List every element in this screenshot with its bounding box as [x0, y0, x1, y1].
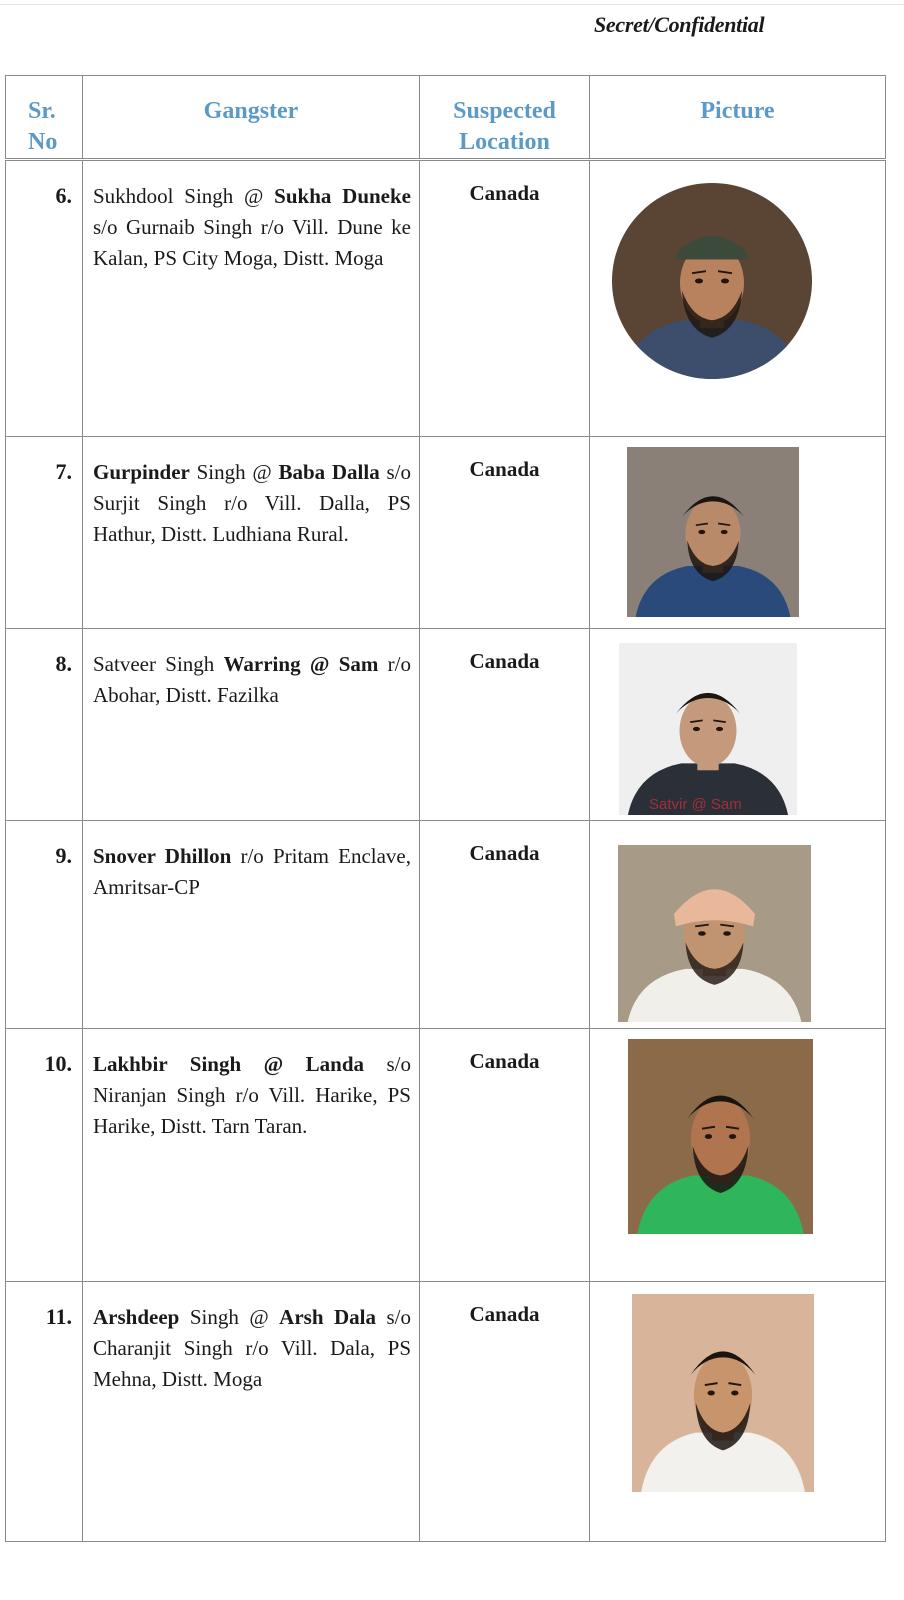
suspect-photo — [612, 183, 812, 379]
table-row — [6, 437, 886, 629]
suspect-photo — [632, 1294, 814, 1492]
gangster-name-bold: Snover Dhillon — [93, 844, 232, 868]
suspect-photo — [628, 1039, 813, 1234]
suspect-photo — [627, 447, 799, 617]
row-gangster-details — [83, 160, 420, 437]
header-sr-no: Sr. No — [6, 76, 83, 160]
row-sr-number: 8. — [6, 629, 83, 821]
header-suspected-location: Suspected Location — [420, 76, 590, 160]
row-suspected-location: Canada — [420, 821, 590, 1029]
gangster-detail-text: s/o Gurnaib Singh r/o Vill. Dune ke Kalan, PS City Moga, Distt. Moga — [93, 215, 411, 270]
suspect-photo — [619, 643, 797, 815]
table-row — [6, 160, 886, 437]
table-row — [6, 1282, 886, 1542]
row-suspected-location: Canada — [420, 629, 590, 821]
row-gangster-details — [83, 821, 420, 1029]
gangster-detail-text: Sukhdool Singh @ — [93, 184, 275, 208]
table-row — [6, 1029, 886, 1282]
gangster-table — [5, 75, 886, 1542]
portrait-drawing — [632, 1294, 814, 1492]
gangster-name-bold: Lakhbir Singh @ Landa — [93, 1052, 365, 1076]
row-sr-number: 10. — [6, 1029, 83, 1282]
portrait-drawing — [627, 447, 799, 617]
gangster-name-bold: Gurpinder — [93, 460, 190, 484]
portrait-drawing — [612, 183, 812, 379]
gangster-detail-text: s/o Charanjit Singh r/o Vill. Dala, PS Mehna, Distt. Moga — [93, 1305, 411, 1391]
table-header-row — [6, 76, 886, 160]
table-row — [6, 821, 886, 1029]
portrait-drawing — [619, 643, 797, 815]
header-picture: Picture — [590, 76, 886, 160]
row-sr-number: 6. — [6, 160, 83, 437]
classification-label: Secret/Confidential — [594, 12, 765, 37]
gangster-name-bold: Baba Dalla — [278, 460, 380, 484]
portrait-drawing — [628, 1039, 813, 1234]
gangster-detail-text: Singh @ — [179, 1305, 280, 1329]
gangster-name-bold: Arshdeep — [93, 1305, 180, 1329]
row-sr-number: 7. — [6, 437, 83, 629]
row-sr-number: 11. — [6, 1282, 83, 1542]
row-picture-cell — [590, 1029, 886, 1282]
suspect-photo — [618, 845, 811, 1022]
row-picture-cell — [590, 160, 886, 437]
row-picture-cell — [590, 1282, 886, 1542]
row-suspected-location: Canada — [420, 437, 590, 629]
row-picture-cell — [590, 437, 886, 629]
gangster-detail-text: s/o Niranjan Singh r/o Vill. Harike, PS Harike, Distt. Tarn Taran. — [93, 1052, 411, 1138]
header-gangster: Gangster — [83, 76, 420, 160]
gangster-detail-text: Satveer Singh — [93, 652, 224, 676]
row-picture-cell — [590, 821, 886, 1029]
row-sr-number: 9. — [6, 821, 83, 1029]
gangster-detail-text: r/o Abohar, Distt. Fazilka — [93, 652, 411, 707]
photo-watermark-text: Satvir @ Sam — [649, 796, 742, 813]
row-gangster-details — [83, 1029, 420, 1282]
table-row — [6, 629, 886, 821]
gangster-detail-text: Singh @ — [189, 460, 279, 484]
portrait-drawing — [618, 845, 811, 1022]
row-gangster-details — [83, 629, 420, 821]
gangster-detail-text: s/o Surjit Singh r/o Vill. Dalla, PS Hathur, Distt. Ludhiana Rural. — [93, 460, 411, 546]
gangster-name-bold: Sukha Duneke — [274, 184, 411, 208]
gangster-name-bold: Arsh Dala — [279, 1305, 376, 1329]
row-gangster-details — [83, 437, 420, 629]
row-suspected-location: Canada — [420, 1029, 590, 1282]
row-gangster-details — [83, 1282, 420, 1542]
gangster-detail-text: r/o Pritam Enclave, Amritsar-CP — [93, 844, 411, 899]
page-top-rule — [0, 4, 904, 5]
row-suspected-location: Canada — [420, 160, 590, 437]
row-suspected-location: Canada — [420, 1282, 590, 1542]
row-picture-cell — [590, 629, 886, 821]
gangster-name-bold: Warring @ Sam — [223, 652, 379, 676]
